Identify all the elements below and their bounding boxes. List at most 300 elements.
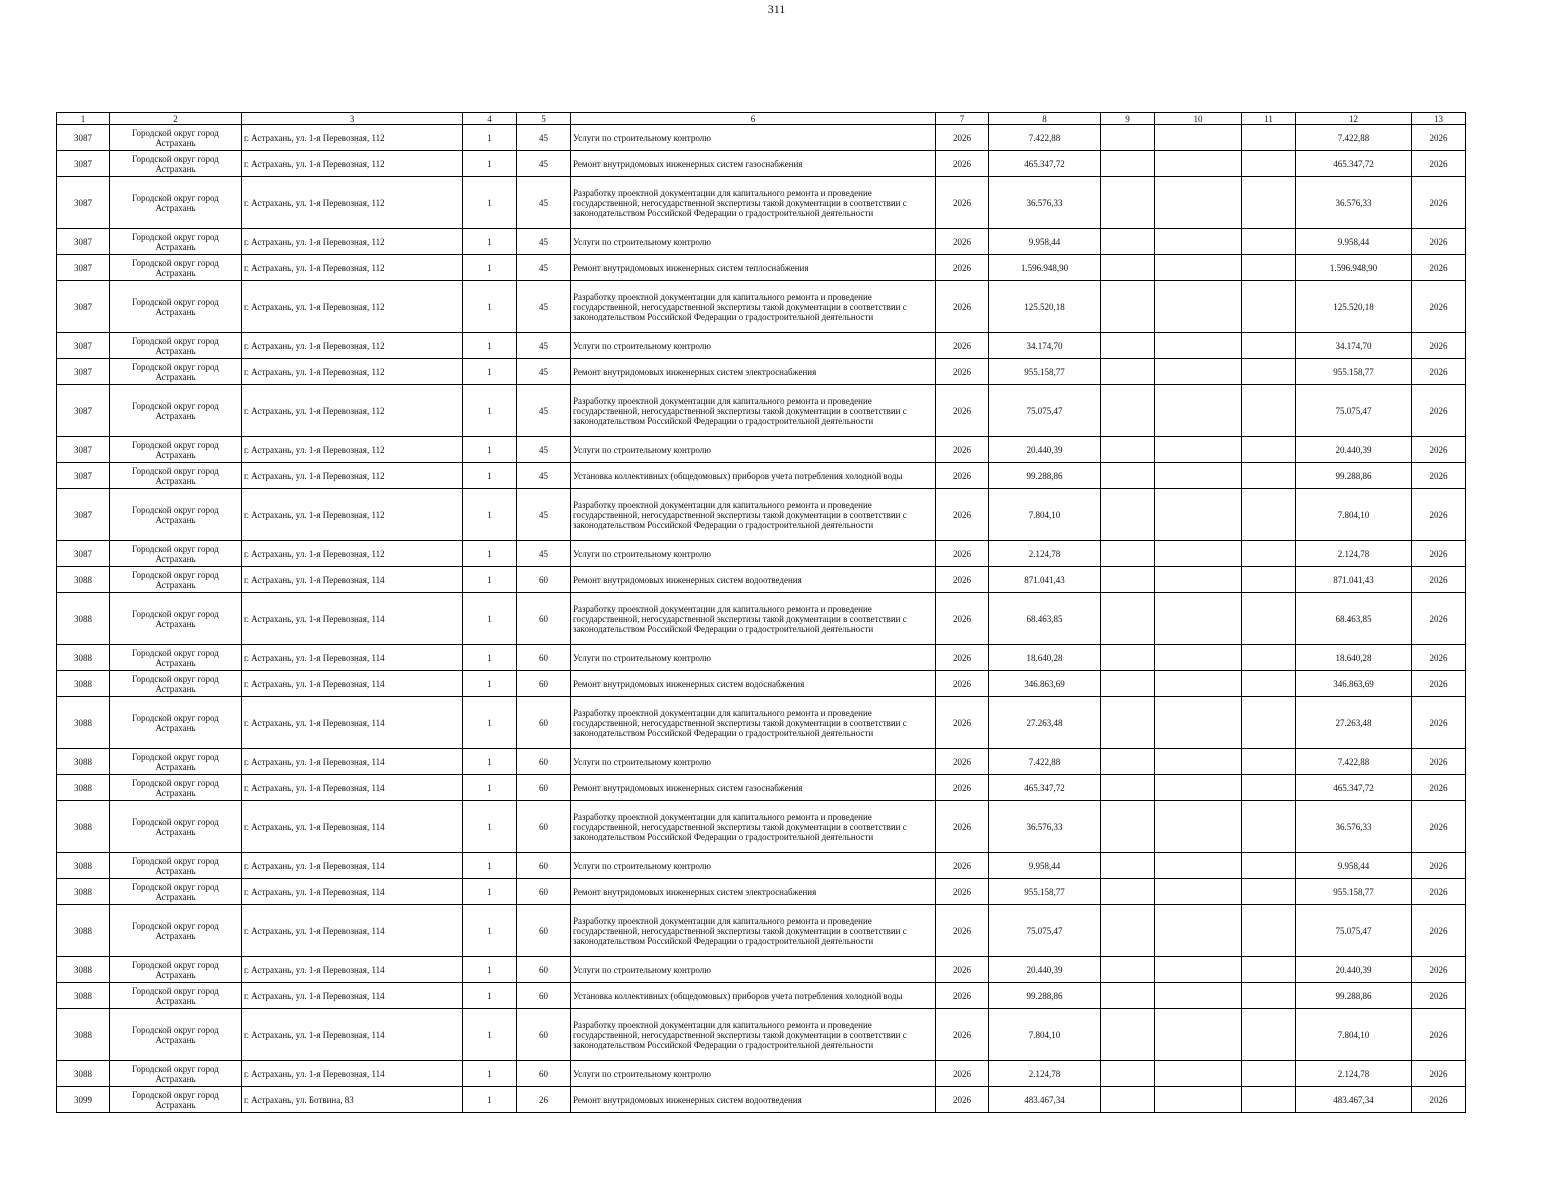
- cell-end-year: 2026: [1412, 281, 1466, 333]
- cell-col11: [1242, 1087, 1296, 1113]
- cell-total: 99.288,86: [1296, 983, 1412, 1009]
- cell-col11: [1242, 333, 1296, 359]
- cell-amount: 9.958,44: [989, 853, 1101, 879]
- cell-end-year: 2026: [1412, 671, 1466, 697]
- cell-amount: 7.422,88: [989, 125, 1101, 151]
- cell-amount: 955.158,77: [989, 359, 1101, 385]
- cell-col11: [1242, 281, 1296, 333]
- cell-year: 2026: [936, 281, 989, 333]
- table-row: [57, 333, 1466, 359]
- cell-col9: [1101, 1087, 1155, 1113]
- cell-year: 2026: [936, 437, 989, 463]
- cell-address: г. Астрахань, ул. 1-я Перевозная, 114: [242, 697, 463, 749]
- cell-municipality: Городской округ город Астрахань: [110, 775, 242, 801]
- cell-end-year: 2026: [1412, 957, 1466, 983]
- cell-col11: [1242, 385, 1296, 437]
- cell-col9: [1101, 255, 1155, 281]
- cell-address: г. Астрахань, ул. 1-я Перевозная, 114: [242, 1061, 463, 1087]
- capital-repair-table: [56, 112, 1466, 1113]
- cell-amount: 36.576,33: [989, 177, 1101, 229]
- cell-col9: [1101, 645, 1155, 671]
- table-row: [57, 801, 1466, 853]
- cell-end-year: 2026: [1412, 697, 1466, 749]
- cell-col4: 1: [463, 905, 517, 957]
- cell-col4: 1: [463, 593, 517, 645]
- column-number: 5: [517, 113, 571, 125]
- cell-col4: 1: [463, 463, 517, 489]
- cell-col10: [1155, 463, 1242, 489]
- cell-col9: [1101, 489, 1155, 541]
- cell-col4: 1: [463, 359, 517, 385]
- cell-amount: 18.640,28: [989, 645, 1101, 671]
- cell-work-type: Разработку проектной документации для капитального ремонта и проведение государственной, негосударственной экспертизы такой документации в соответствии с законодательством Российской Федерации о градостроительной деятельности: [571, 1009, 936, 1061]
- cell-col9: [1101, 801, 1155, 853]
- cell-work-type: Ремонт внутридомовых инженерных систем электроснабжения: [571, 879, 936, 905]
- cell-year: 2026: [936, 645, 989, 671]
- cell-col4: 1: [463, 385, 517, 437]
- cell-municipality: Городской округ город Астрахань: [110, 151, 242, 177]
- cell-col10: [1155, 905, 1242, 957]
- cell-house-id: 3088: [57, 853, 110, 879]
- cell-col4: 1: [463, 151, 517, 177]
- column-number: 1: [57, 113, 110, 125]
- cell-municipality: Городской округ город Астрахань: [110, 879, 242, 905]
- cell-col9: [1101, 281, 1155, 333]
- cell-end-year: 2026: [1412, 983, 1466, 1009]
- cell-total: 20.440,39: [1296, 957, 1412, 983]
- cell-col9: [1101, 593, 1155, 645]
- cell-amount: 465.347,72: [989, 151, 1101, 177]
- cell-work-type: Установка коллективных (общедомовых) приборов учета потребления холодной воды: [571, 983, 936, 1009]
- cell-col5: 45: [517, 437, 571, 463]
- cell-col5: 60: [517, 983, 571, 1009]
- cell-col4: 1: [463, 957, 517, 983]
- cell-col11: [1242, 593, 1296, 645]
- cell-house-id: 3088: [57, 957, 110, 983]
- cell-work-type: Ремонт внутридомовых инженерных систем газоснабжения: [571, 775, 936, 801]
- table-row: [57, 463, 1466, 489]
- cell-col11: [1242, 567, 1296, 593]
- cell-work-type: Услуги по строительному контролю: [571, 957, 936, 983]
- cell-end-year: 2026: [1412, 385, 1466, 437]
- cell-year: 2026: [936, 567, 989, 593]
- cell-total: 7.804,10: [1296, 489, 1412, 541]
- cell-amount: 465.347,72: [989, 775, 1101, 801]
- cell-col5: 60: [517, 567, 571, 593]
- cell-end-year: 2026: [1412, 359, 1466, 385]
- cell-amount: 125.520,18: [989, 281, 1101, 333]
- column-number: 13: [1412, 113, 1466, 125]
- cell-year: 2026: [936, 775, 989, 801]
- cell-col11: [1242, 775, 1296, 801]
- cell-year: 2026: [936, 359, 989, 385]
- cell-col11: [1242, 437, 1296, 463]
- cell-col5: 45: [517, 177, 571, 229]
- table-row: [57, 281, 1466, 333]
- cell-col9: [1101, 151, 1155, 177]
- cell-house-id: 3087: [57, 125, 110, 151]
- cell-address: г. Астрахань, ул. 1-я Перевозная, 114: [242, 1009, 463, 1061]
- table-row: [57, 671, 1466, 697]
- cell-col10: [1155, 645, 1242, 671]
- table-row: [57, 775, 1466, 801]
- cell-work-type: Разработку проектной документации для капитального ремонта и проведение государственной, негосударственной экспертизы такой документации в соответствии с законодательством Российской Федерации о градостроительной деятельности: [571, 905, 936, 957]
- cell-end-year: 2026: [1412, 1061, 1466, 1087]
- cell-total: 68.463,85: [1296, 593, 1412, 645]
- cell-col5: 60: [517, 957, 571, 983]
- cell-col11: [1242, 489, 1296, 541]
- cell-work-type: Услуги по строительному контролю: [571, 229, 936, 255]
- cell-work-type: Разработку проектной документации для капитального ремонта и проведение государственной, негосударственной экспертизы такой документации в соответствии с законодательством Российской Федерации о градостроительной деятельности: [571, 281, 936, 333]
- cell-col9: [1101, 385, 1155, 437]
- cell-col10: [1155, 567, 1242, 593]
- cell-work-type: Услуги по строительному контролю: [571, 1061, 936, 1087]
- cell-col4: 1: [463, 697, 517, 749]
- cell-municipality: Городской округ город Астрахань: [110, 385, 242, 437]
- table-row: [57, 385, 1466, 437]
- cell-municipality: Городской округ город Астрахань: [110, 853, 242, 879]
- cell-col11: [1242, 125, 1296, 151]
- cell-house-id: 3088: [57, 645, 110, 671]
- cell-address: г. Астрахань, ул. 1-я Перевозная, 114: [242, 905, 463, 957]
- cell-municipality: Городской округ город Астрахань: [110, 749, 242, 775]
- cell-work-type: Услуги по строительному контролю: [571, 437, 936, 463]
- cell-year: 2026: [936, 671, 989, 697]
- cell-col9: [1101, 567, 1155, 593]
- cell-house-id: 3099: [57, 1087, 110, 1113]
- cell-col11: [1242, 177, 1296, 229]
- cell-address: г. Астрахань, ул. 1-я Перевозная, 112: [242, 255, 463, 281]
- cell-amount: 2.124,78: [989, 1061, 1101, 1087]
- cell-col10: [1155, 983, 1242, 1009]
- cell-municipality: Городской округ город Астрахань: [110, 281, 242, 333]
- cell-total: 36.576,33: [1296, 177, 1412, 229]
- column-number: 7: [936, 113, 989, 125]
- cell-municipality: Городской округ город Астрахань: [110, 229, 242, 255]
- cell-col5: 60: [517, 593, 571, 645]
- page-number: 311: [767, 2, 786, 16]
- cell-total: 1.596.948,90: [1296, 255, 1412, 281]
- table-row: [57, 541, 1466, 567]
- cell-end-year: 2026: [1412, 593, 1466, 645]
- cell-col9: [1101, 983, 1155, 1009]
- table-row: [57, 957, 1466, 983]
- cell-work-type: Ремонт внутридомовых инженерных систем газоснабжения: [571, 151, 936, 177]
- cell-col4: 1: [463, 229, 517, 255]
- cell-col5: 45: [517, 463, 571, 489]
- cell-col11: [1242, 801, 1296, 853]
- cell-col9: [1101, 749, 1155, 775]
- cell-year: 2026: [936, 593, 989, 645]
- cell-end-year: 2026: [1412, 177, 1466, 229]
- table-row: [57, 151, 1466, 177]
- cell-col4: 1: [463, 983, 517, 1009]
- table-row: [57, 359, 1466, 385]
- cell-address: г. Астрахань, ул. Ботвина, 83: [242, 1087, 463, 1113]
- cell-col4: 1: [463, 125, 517, 151]
- cell-col10: [1155, 489, 1242, 541]
- cell-total: 99.288,86: [1296, 463, 1412, 489]
- cell-col11: [1242, 541, 1296, 567]
- cell-col5: 45: [517, 541, 571, 567]
- cell-year: 2026: [936, 1061, 989, 1087]
- cell-amount: 483.467,34: [989, 1087, 1101, 1113]
- cell-col11: [1242, 879, 1296, 905]
- cell-col11: [1242, 1061, 1296, 1087]
- cell-year: 2026: [936, 177, 989, 229]
- table-row: [57, 749, 1466, 775]
- cell-house-id: 3088: [57, 697, 110, 749]
- cell-col4: 1: [463, 541, 517, 567]
- cell-amount: 20.440,39: [989, 957, 1101, 983]
- cell-address: г. Астрахань, ул. 1-я Перевозная, 112: [242, 177, 463, 229]
- cell-col9: [1101, 177, 1155, 229]
- cell-year: 2026: [936, 255, 989, 281]
- cell-col10: [1155, 151, 1242, 177]
- cell-col10: [1155, 697, 1242, 749]
- cell-col10: [1155, 1087, 1242, 1113]
- cell-col9: [1101, 229, 1155, 255]
- cell-end-year: 2026: [1412, 853, 1466, 879]
- cell-col11: [1242, 151, 1296, 177]
- cell-amount: 99.288,86: [989, 463, 1101, 489]
- cell-year: 2026: [936, 489, 989, 541]
- cell-col11: [1242, 749, 1296, 775]
- cell-total: 75.075,47: [1296, 905, 1412, 957]
- table-row: [57, 853, 1466, 879]
- cell-work-type: Ремонт внутридомовых инженерных систем водоотведения: [571, 1087, 936, 1113]
- cell-total: 9.958,44: [1296, 853, 1412, 879]
- cell-work-type: Разработку проектной документации для капитального ремонта и проведение государственной, негосударственной экспертизы такой документации в соответствии с законодательством Российской Федерации о градостроительной деятельности: [571, 177, 936, 229]
- cell-col9: [1101, 697, 1155, 749]
- cell-address: г. Астрахань, ул. 1-я Перевозная, 112: [242, 385, 463, 437]
- cell-col5: 60: [517, 671, 571, 697]
- cell-work-type: Услуги по строительному контролю: [571, 541, 936, 567]
- cell-col10: [1155, 437, 1242, 463]
- cell-house-id: 3087: [57, 541, 110, 567]
- cell-col4: 1: [463, 775, 517, 801]
- cell-house-id: 3087: [57, 359, 110, 385]
- cell-col4: 1: [463, 1087, 517, 1113]
- cell-total: 9.958,44: [1296, 229, 1412, 255]
- cell-end-year: 2026: [1412, 541, 1466, 567]
- cell-year: 2026: [936, 333, 989, 359]
- cell-col11: [1242, 853, 1296, 879]
- cell-amount: 99.288,86: [989, 983, 1101, 1009]
- cell-address: г. Астрахань, ул. 1-я Перевозная, 114: [242, 567, 463, 593]
- cell-amount: 7.804,10: [989, 489, 1101, 541]
- cell-work-type: Услуги по строительному контролю: [571, 645, 936, 671]
- table-row: [57, 1061, 1466, 1087]
- column-number: 4: [463, 113, 517, 125]
- cell-col5: 60: [517, 801, 571, 853]
- cell-municipality: Городской округ город Астрахань: [110, 567, 242, 593]
- cell-col5: 60: [517, 749, 571, 775]
- cell-col11: [1242, 905, 1296, 957]
- cell-end-year: 2026: [1412, 437, 1466, 463]
- cell-work-type: Услуги по строительному контролю: [571, 125, 936, 151]
- cell-municipality: Городской округ город Астрахань: [110, 957, 242, 983]
- cell-amount: 34.174,70: [989, 333, 1101, 359]
- cell-col5: 60: [517, 775, 571, 801]
- cell-col10: [1155, 333, 1242, 359]
- cell-end-year: 2026: [1412, 255, 1466, 281]
- table-row: [57, 593, 1466, 645]
- cell-amount: 7.422,88: [989, 749, 1101, 775]
- cell-address: г. Астрахань, ул. 1-я Перевозная, 114: [242, 775, 463, 801]
- cell-address: г. Астрахань, ул. 1-я Перевозная, 112: [242, 151, 463, 177]
- cell-end-year: 2026: [1412, 489, 1466, 541]
- cell-col4: 1: [463, 801, 517, 853]
- cell-col10: [1155, 775, 1242, 801]
- cell-work-type: Ремонт внутридомовых инженерных систем водоснабжения: [571, 671, 936, 697]
- cell-col4: 1: [463, 1061, 517, 1087]
- table-row: [57, 489, 1466, 541]
- cell-municipality: Городской округ город Астрахань: [110, 1009, 242, 1061]
- cell-municipality: Городской округ город Астрахань: [110, 463, 242, 489]
- cell-col4: 1: [463, 671, 517, 697]
- cell-col9: [1101, 1009, 1155, 1061]
- cell-house-id: 3087: [57, 437, 110, 463]
- cell-col10: [1155, 1061, 1242, 1087]
- cell-end-year: 2026: [1412, 463, 1466, 489]
- cell-municipality: Городской округ город Астрахань: [110, 1061, 242, 1087]
- cell-year: 2026: [936, 879, 989, 905]
- cell-end-year: 2026: [1412, 1087, 1466, 1113]
- cell-col11: [1242, 255, 1296, 281]
- cell-address: г. Астрахань, ул. 1-я Перевозная, 114: [242, 671, 463, 697]
- cell-col5: 60: [517, 645, 571, 671]
- cell-address: г. Астрахань, ул. 1-я Перевозная, 112: [242, 359, 463, 385]
- cell-col9: [1101, 853, 1155, 879]
- cell-municipality: Городской округ город Астрахань: [110, 125, 242, 151]
- cell-col5: 45: [517, 229, 571, 255]
- cell-total: 18.640,28: [1296, 645, 1412, 671]
- cell-col5: 60: [517, 905, 571, 957]
- cell-address: г. Астрахань, ул. 1-я Перевозная, 112: [242, 463, 463, 489]
- cell-municipality: Городской округ город Астрахань: [110, 983, 242, 1009]
- column-number: 12: [1296, 113, 1412, 125]
- cell-col5: 60: [517, 853, 571, 879]
- cell-work-type: Разработку проектной документации для капитального ремонта и проведение государственной, негосударственной экспертизы такой документации в соответствии с законодательством Российской Федерации о градостроительной деятельности: [571, 593, 936, 645]
- cell-work-type: Ремонт внутридомовых инженерных систем теплоснабжения: [571, 255, 936, 281]
- cell-col11: [1242, 697, 1296, 749]
- cell-col9: [1101, 671, 1155, 697]
- table-row: [57, 879, 1466, 905]
- cell-col5: 60: [517, 879, 571, 905]
- cell-municipality: Городской округ город Астрахань: [110, 1087, 242, 1113]
- cell-col5: 45: [517, 489, 571, 541]
- cell-total: 34.174,70: [1296, 333, 1412, 359]
- cell-total: 955.158,77: [1296, 879, 1412, 905]
- cell-col4: 1: [463, 749, 517, 775]
- cell-col4: 1: [463, 255, 517, 281]
- cell-amount: 9.958,44: [989, 229, 1101, 255]
- table-row: [57, 567, 1466, 593]
- column-number: 3: [242, 113, 463, 125]
- cell-col10: [1155, 1009, 1242, 1061]
- table-row: [57, 983, 1466, 1009]
- cell-col4: 1: [463, 333, 517, 359]
- cell-total: 125.520,18: [1296, 281, 1412, 333]
- cell-address: г. Астрахань, ул. 1-я Перевозная, 114: [242, 853, 463, 879]
- cell-municipality: Городской округ город Астрахань: [110, 541, 242, 567]
- cell-col11: [1242, 645, 1296, 671]
- cell-col10: [1155, 879, 1242, 905]
- cell-col10: [1155, 177, 1242, 229]
- cell-end-year: 2026: [1412, 567, 1466, 593]
- cell-work-type: Разработку проектной документации для капитального ремонта и проведение государственной, негосударственной экспертизы такой документации в соответствии с законодательством Российской Федерации о градостроительной деятельности: [571, 489, 936, 541]
- cell-work-type: Услуги по строительному контролю: [571, 749, 936, 775]
- cell-col9: [1101, 957, 1155, 983]
- cell-col4: 1: [463, 281, 517, 333]
- cell-col11: [1242, 983, 1296, 1009]
- column-number: 6: [571, 113, 936, 125]
- cell-col9: [1101, 775, 1155, 801]
- cell-year: 2026: [936, 541, 989, 567]
- cell-address: г. Астрахань, ул. 1-я Перевозная, 114: [242, 645, 463, 671]
- cell-col4: 1: [463, 1009, 517, 1061]
- cell-municipality: Городской округ город Астрахань: [110, 255, 242, 281]
- cell-end-year: 2026: [1412, 775, 1466, 801]
- cell-house-id: 3087: [57, 151, 110, 177]
- cell-work-type: Ремонт внутридомовых инженерных систем водоотведения: [571, 567, 936, 593]
- cell-col10: [1155, 853, 1242, 879]
- cell-year: 2026: [936, 749, 989, 775]
- cell-municipality: Городской округ город Астрахань: [110, 645, 242, 671]
- cell-col10: [1155, 749, 1242, 775]
- cell-col4: 1: [463, 177, 517, 229]
- cell-house-id: 3087: [57, 281, 110, 333]
- cell-end-year: 2026: [1412, 151, 1466, 177]
- cell-year: 2026: [936, 463, 989, 489]
- cell-col10: [1155, 957, 1242, 983]
- cell-col4: 1: [463, 853, 517, 879]
- cell-col5: 45: [517, 359, 571, 385]
- cell-address: г. Астрахань, ул. 1-я Перевозная, 114: [242, 593, 463, 645]
- cell-col5: 60: [517, 1009, 571, 1061]
- table-row: [57, 177, 1466, 229]
- cell-col5: 45: [517, 151, 571, 177]
- cell-house-id: 3087: [57, 385, 110, 437]
- cell-year: 2026: [936, 905, 989, 957]
- cell-col9: [1101, 125, 1155, 151]
- cell-municipality: Городской округ город Астрахань: [110, 359, 242, 385]
- cell-total: 7.804,10: [1296, 1009, 1412, 1061]
- cell-municipality: Городской округ город Астрахань: [110, 801, 242, 853]
- cell-work-type: Разработку проектной документации для капитального ремонта и проведение государственной, негосударственной экспертизы такой документации в соответствии с законодательством Российской Федерации о градостроительной деятельности: [571, 385, 936, 437]
- cell-col5: 45: [517, 125, 571, 151]
- cell-address: г. Астрахань, ул. 1-я Перевозная, 112: [242, 437, 463, 463]
- cell-col10: [1155, 671, 1242, 697]
- cell-address: г. Астрахань, ул. 1-я Перевозная, 112: [242, 489, 463, 541]
- cell-col11: [1242, 463, 1296, 489]
- cell-work-type: Разработку проектной документации для капитального ремонта и проведение государственной, негосударственной экспертизы такой документации в соответствии с законодательством Российской Федерации о градостроительной деятельности: [571, 801, 936, 853]
- cell-year: 2026: [936, 1087, 989, 1113]
- cell-col9: [1101, 359, 1155, 385]
- cell-total: 7.422,88: [1296, 125, 1412, 151]
- cell-amount: 1.596.948,90: [989, 255, 1101, 281]
- cell-address: г. Астрахань, ул. 1-я Перевозная, 114: [242, 801, 463, 853]
- cell-address: г. Астрахань, ул. 1-я Перевозная, 112: [242, 229, 463, 255]
- cell-end-year: 2026: [1412, 229, 1466, 255]
- cell-col4: 1: [463, 437, 517, 463]
- cell-end-year: 2026: [1412, 1009, 1466, 1061]
- cell-col9: [1101, 333, 1155, 359]
- cell-house-id: 3087: [57, 229, 110, 255]
- cell-municipality: Городской округ город Астрахань: [110, 437, 242, 463]
- cell-col9: [1101, 437, 1155, 463]
